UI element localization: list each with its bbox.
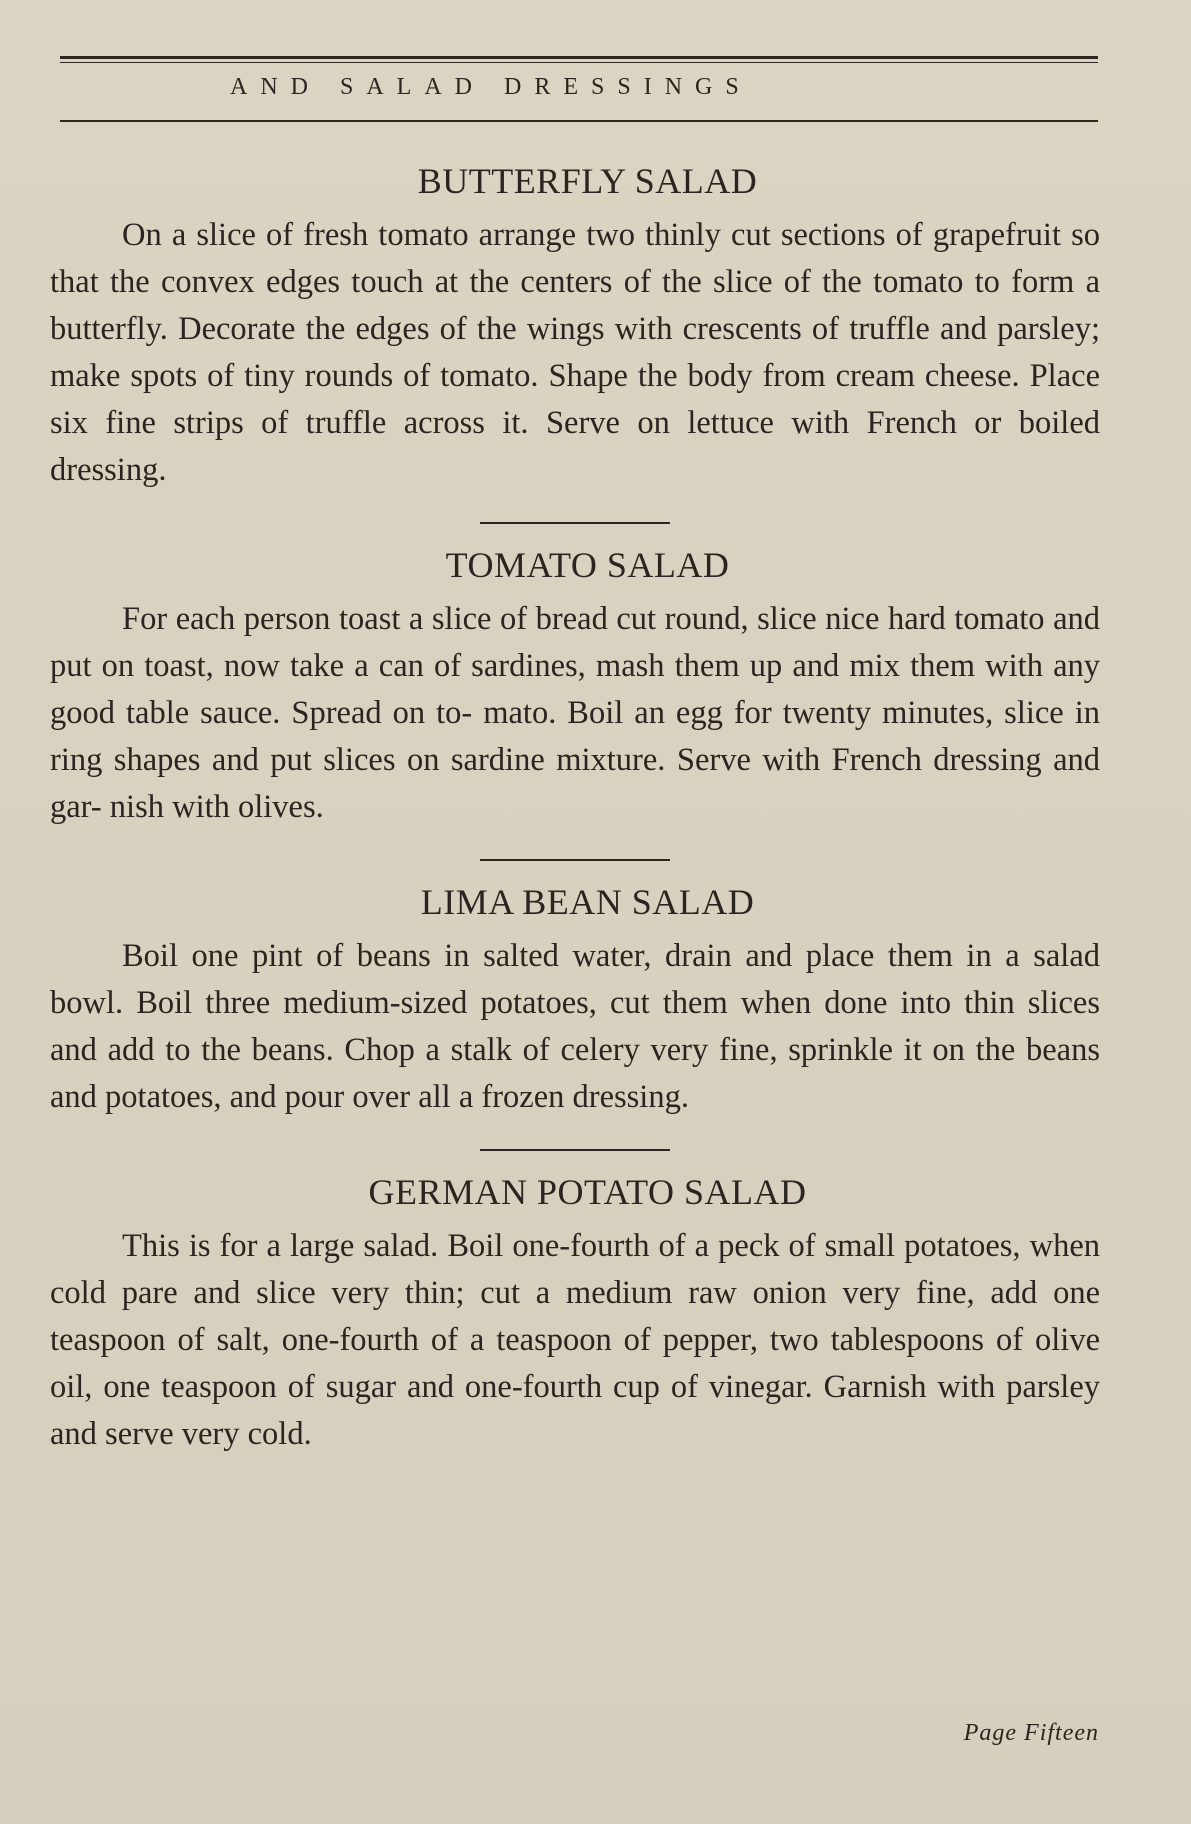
recipe-title: TOMATO SALAD	[445, 545, 730, 585]
recipe-tomato-salad	[50, 544, 1100, 831]
section-divider	[480, 522, 670, 524]
recipe-title: BUTTERFLY SALAD	[417, 161, 758, 201]
recipe-body: This is for a large salad. Boil one-fourth of a peck of small potatoes, when cold pare and slice very thin; cut a medium raw onion very fine, add one teaspoon of salt, one-fourth of a teaspoon of pepper, two tablespoons of olive oil, one teaspoon of sugar and one-fourth cup of vinegar. Garnish with parsley and serve very cold.	[50, 1228, 1100, 1452]
recipe-title: LIMA BEAN SALAD	[420, 882, 755, 922]
recipe-body: Boil one pint of beans in salted water, drain and place them in a salad bowl. Boil three medium-sized potatoes, cut them when done into thin slices and add to the beans. Chop a stalk of celery very fine, sprinkle it on the beans and potatoes, and pour over all a frozen dressing.	[50, 938, 1100, 1115]
recipe-title: GERMAN POTATO SALAD	[368, 1172, 807, 1212]
page-number: Page Fifteen	[963, 1720, 1099, 1746]
header-rule-thin	[60, 62, 1098, 63]
recipe-butterfly-salad	[50, 160, 1100, 494]
recipe-body: On a slice of fresh tomato arrange two thinly cut sections of grapefruit so that the convex edges touch at the centers of the slice of the tomato to form a butterfly. Decorate the edges of the wings with crescents of truffle and parsley; make spots of tiny rounds of tomato. Shape the body from cream cheese. Place six fine strips of truffle across it. Serve on lettuce with French or boiled dressing.	[50, 217, 1100, 488]
recipe-content	[50, 160, 1100, 1458]
recipe-lima-bean-salad	[50, 881, 1100, 1121]
header-rule-bottom	[60, 120, 1098, 122]
running-head: AND SALAD DRESSINGS	[230, 74, 752, 100]
header-rule-thick	[60, 56, 1098, 59]
section-divider	[480, 1149, 670, 1151]
section-divider	[480, 859, 670, 861]
recipe-german-potato-salad	[50, 1171, 1100, 1458]
recipe-body: For each person toast a slice of bread cut round, slice nice hard tomato and put on toast, now take a can of sardines, mash them up and mix them with any good table sauce. Spread on to- mato. Boil an egg for twenty minutes, slice in ring shapes and put slices on sardine mixture. Serve with French dressing and gar- nish with olives.	[50, 601, 1100, 825]
